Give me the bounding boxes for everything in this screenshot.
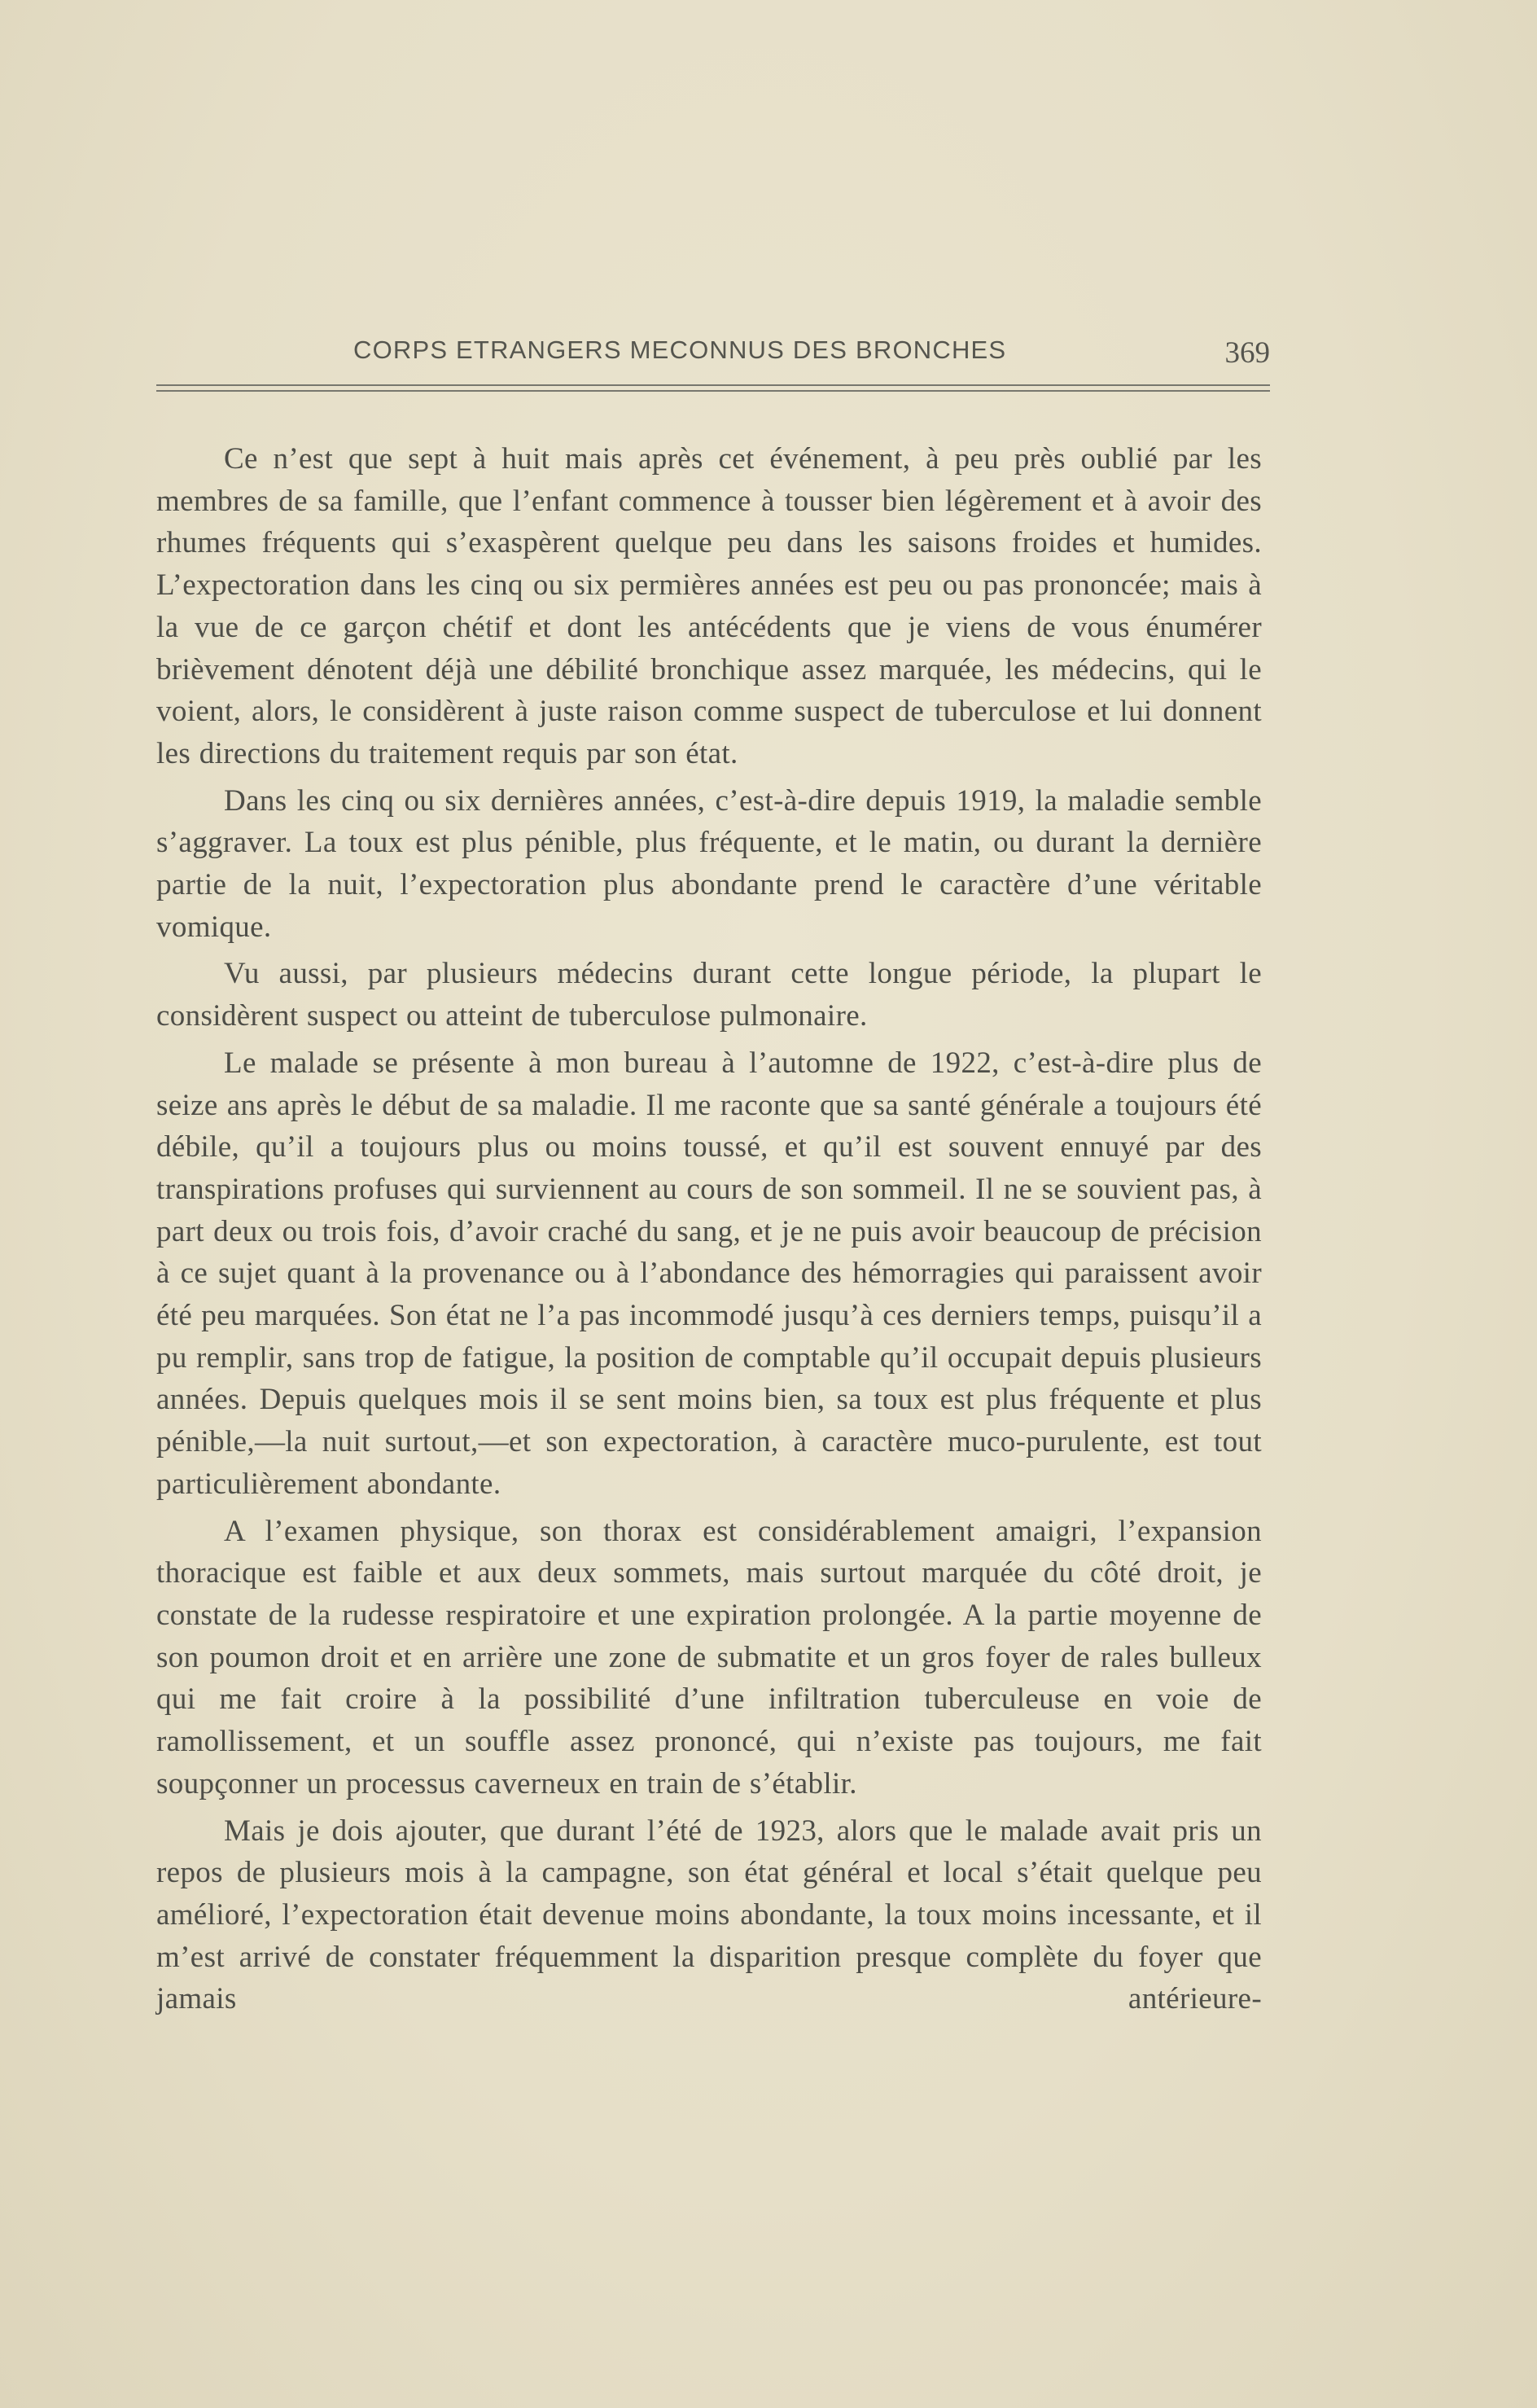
paragraph: Dans les cinq ou six dernières années, c’est-à-dire depuis 1919, la maladie semble s’aggraver. La toux est plus pénible, plus fréquente, et le matin, ou durant la dernière partie de la nuit, l’expectoration plus abondante prend le caractère d’une véritable vomique.: [156, 783, 1262, 944]
paragraph: Ce n’est que sept à huit mais après cet événement, à peu près oublié par les membres de sa famille, que l’enfant commence à tousser bien légèrement et à avoir des rhumes fréquents qui s’exaspèrent quelque peu dans les saisons froides et humides. L’expectoration dans les cinq ou six permières années est peu ou pas prononcée; mais à la vue de ce garçon chétif et dont les antécédents que je viens de vous énumérer brièvement dénotent déjà une débilité bronchique assez marquée, les médecins, qui le voient, alors, le considèrent à juste raison comme suspect de tuberculose et lui donnent les directions du traitement requis par son état.: [156, 442, 1262, 770]
page-header: [156, 336, 1270, 376]
running-title: CORPS ETRANGERS MECONNUS DES BRONCHES: [353, 336, 1007, 364]
body-text: [156, 438, 1262, 2025]
paragraph: Le malade se présente à mon bureau à l’automne de 1922, c’est-à-dire plus de seize ans après le début de sa maladie. Il me raconte que sa santé générale a toujours été débile, qu’il a toujours plus ou moins toussé, et qu’il est souvent ennuyé par des transpirations profuses qui surviennent au cours de son sommeil. Il ne se souvient pas, à part deux ou trois fois, d’avoir craché du sang, et je ne puis avoir beaucoup de précision à ce sujet quant à la provenance ou à l’abondance des hémorragies qui paraissent avoir été peu marquées. Son état ne l’a pas incommodé jusqu’à ces derniers temps, puisqu’il a pu remplir, sans trop de fatigue, la position de comptable qu’il occupait depuis plusieurs années. Depuis quelques mois il se sent moins bien, sa toux est plus fréquente et plus pénible,—la nuit surtout,—et son expectoration, à caractère muco-purulente, est tout particulièrement abondante.: [156, 1046, 1262, 1501]
header-double-rule: [156, 384, 1270, 392]
paragraph: Mais je dois ajouter, que durant l’été de 1923, alors que le malade avait pris un repos de plusieurs mois à la campagne, son état général et local s’était quelque peu amélioré, l’expectoration était devenue moins abondante, la toux moins incessante, et il m’est arrivé de constater fréquemment la disparition presque complète du foyer que jamais antérieure-: [156, 1814, 1262, 2016]
page-number: 369: [1224, 336, 1270, 370]
paragraph: A l’examen physique, son thorax est considérablement amaigri, l’expansion thoracique est faible et aux deux sommets, mais surtout marquée du côté droit, je constate de la rudesse respiratoire et une expiration prolongée. A la partie moyenne de son poumon droit et en arrière une zone de submatite et un gros foyer de rales bulleux qui me fait croire à la possibilité d’une infiltration tuberculeuse en voie de ramollissement, et un souffle assez prononcé, qui n’existe pas toujours, me fait soupçonner un processus caverneux en train de s’établir.: [156, 1514, 1262, 1801]
paragraph: Vu aussi, par plusieurs médecins durant cette longue période, la plupart le considèrent suspect ou atteint de tuberculose pulmonaire.: [156, 957, 1262, 1033]
